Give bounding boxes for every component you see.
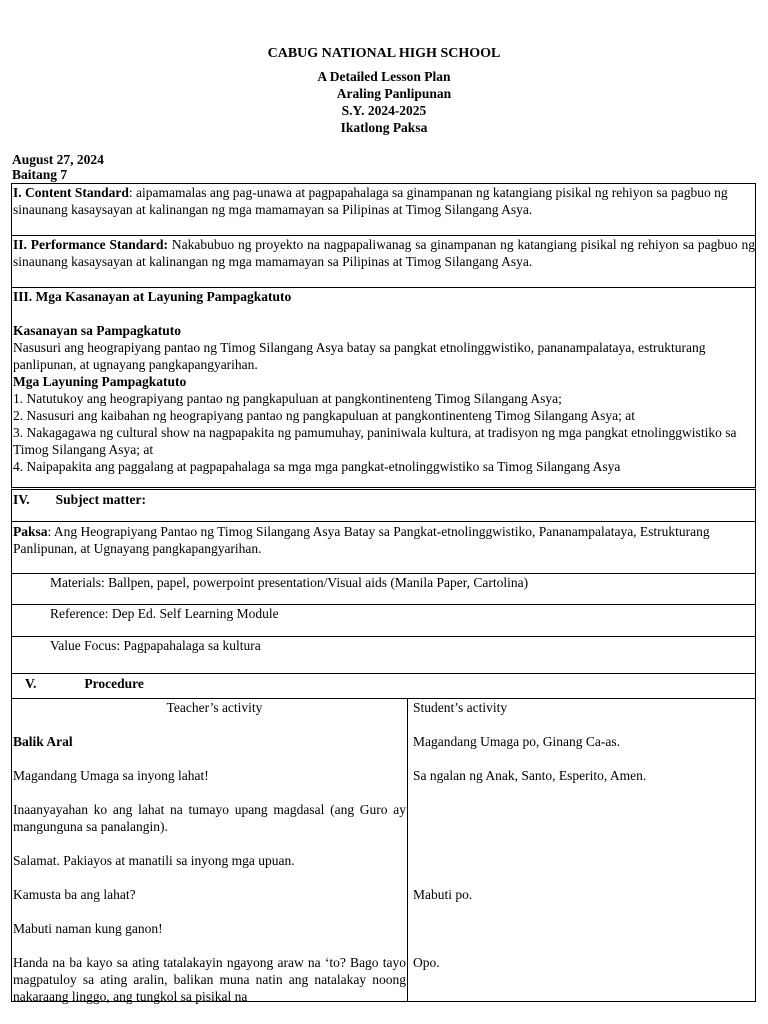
- objective-item: 3. Nakagagawa ng cultural show na nagpapakita ng pamumuhay, paniniwala kultura, at tradisyon ng mga pangkat etnolinggwistiko sa Timog Silangang Asya; at: [13, 425, 737, 457]
- lesson-date: August 27, 2024: [12, 152, 104, 167]
- teacher-column: [12, 699, 408, 1004]
- competencies-row: [11, 287, 756, 487]
- objective-item: 4. Naipapakita ang paggalang at pagpapahalaga sa mga mga pangkat-etnolinggwistiko sa Timog Silangang Asya: [13, 459, 621, 474]
- school-name: CABUG NATIONAL HIGH SCHOOL: [267, 46, 501, 61]
- balik-aral-label: Balik Aral: [13, 734, 73, 749]
- procedure-heading-row: [11, 673, 756, 698]
- student-line: Sa ngalan ng Anak, Santo, Esperito, Amen.: [413, 768, 647, 783]
- paksa-text: : Ang Heograpiyang Pantao ng Timog Silangang Asya Batay sa Pangkat-etnolinggwistiko, Pananampalataya, Estrukturang Panlipunan, at Ugnayang pangkapangyarihan.: [13, 524, 710, 556]
- teacher-line: Handa na ba kayo sa ating tatalakayin ngayong araw na ‘to? Bago tayo magpatuloy sa ating aralin, balikan muna natin ang natalakay noong nakaraang linggo, ang tungkol sa pisikal na: [13, 955, 406, 1004]
- title-line: A Detailed Lesson Plan: [317, 69, 451, 84]
- student-column: [408, 699, 755, 1001]
- value-focus-row: [11, 636, 756, 673]
- teacher-line: Inaanyayahan ko ang lahat na tumayo upang magdasal (ang Guro ay mangunguna sa panalangin).: [13, 802, 406, 834]
- teacher-line: Kamusta ba ang lahat?: [13, 887, 136, 902]
- student-column-header: Student’s activity: [413, 700, 508, 715]
- materials-row: [11, 573, 756, 604]
- competencies-sub1: Kasanayan sa Pampagkatuto: [13, 323, 182, 338]
- reference-text: Reference: Dep Ed. Self Learning Module: [50, 606, 279, 621]
- teacher-line: Mabuti naman kung ganon!: [13, 921, 163, 936]
- paksa-row: [11, 521, 756, 573]
- student-line: Magandang Umaga po, Ginang Ca-as.: [413, 734, 620, 749]
- teacher-column-header: Teacher’s activity: [166, 700, 263, 715]
- content-standard-row: [11, 183, 756, 235]
- teacher-line: Salamat. Pakiayos at manatili sa inyong mga upuan.: [13, 853, 295, 868]
- performance-standard-row: [11, 235, 756, 287]
- performance-standard-text: Nakabubuo ng proyekto na nagpapaliwanag sa ginampanan ng katangiang pisikal ng rehiyon sa pagbuo ng sinaunang kasaysayan at kalinangan ng mga mamamayan sa Pilipinas at Timog Silangang Asya.: [13, 237, 755, 269]
- grade-level: Baitang 7: [12, 167, 68, 182]
- objective-item: 1. Natutukoy ang heograpiyang pantao ng pangkapuluan at pangkontinenteng Timog Silangang Asya;: [13, 391, 562, 406]
- competencies-sub1-text: Nasusuri ang heograpiyang pantao ng Timog Silangang Asya batay sa pangkat etnolinggwistiko, pananampalataya, estrukturang panlipunan, at ugnayang pangkapangyarihan.: [13, 340, 706, 372]
- procedure-table: [11, 698, 756, 1002]
- subject-matter-heading: Subject matter:: [55, 492, 146, 507]
- value-focus-text: Value Focus: Pagpapahalaga sa kultura: [50, 638, 261, 653]
- content-standard-label: I. Content Standard: [13, 185, 129, 200]
- title-line: S.Y. 2024-2025: [341, 103, 427, 118]
- lesson-plan-table: [11, 183, 756, 1003]
- subject-matter-number: IV.: [13, 492, 30, 507]
- objectives-heading: Mga Layuning Pampagkatuto: [13, 374, 187, 389]
- teacher-line: Magandang Umaga sa inyong lahat!: [13, 768, 209, 783]
- content-standard-text: : aipamamalas ang pag-unawa at pagpapahalaga sa ginampanan ng katangiang pisikal ng rehiyon sa pagbuo ng sinaunang kasaysayan at kalinangan ng mga mamamayan sa Pilipinas at Timog Silangang Asya.: [13, 185, 728, 217]
- student-line: Mabuti po.: [413, 887, 473, 902]
- procedure-heading: Procedure: [84, 676, 144, 691]
- student-line: Opo.: [413, 955, 440, 970]
- reference-row: [11, 604, 756, 636]
- paksa-label: Paksa: [13, 524, 48, 539]
- subject-matter-heading-row: [11, 487, 756, 521]
- procedure-number: V.: [25, 676, 37, 691]
- title-line: Ikatlong Paksa: [340, 120, 428, 135]
- competencies-heading: III. Mga Kasanayan at Layuning Pampagkatuto: [13, 289, 292, 304]
- document-titles: [0, 68, 768, 136]
- performance-standard-label: II. Performance Standard:: [13, 237, 169, 252]
- objective-item: 2. Nasusuri ang kaibahan ng heograpiyang pantao ng pangkapuluan at pangkontinenteng Timog Silangang Asya; at: [13, 408, 636, 423]
- title-line: Araling Panlipunan: [336, 86, 452, 101]
- date-block: [12, 152, 104, 182]
- materials-text: Materials: Ballpen, papel, powerpoint presentation/Visual aids (Manila Paper, Cartolina): [50, 575, 529, 590]
